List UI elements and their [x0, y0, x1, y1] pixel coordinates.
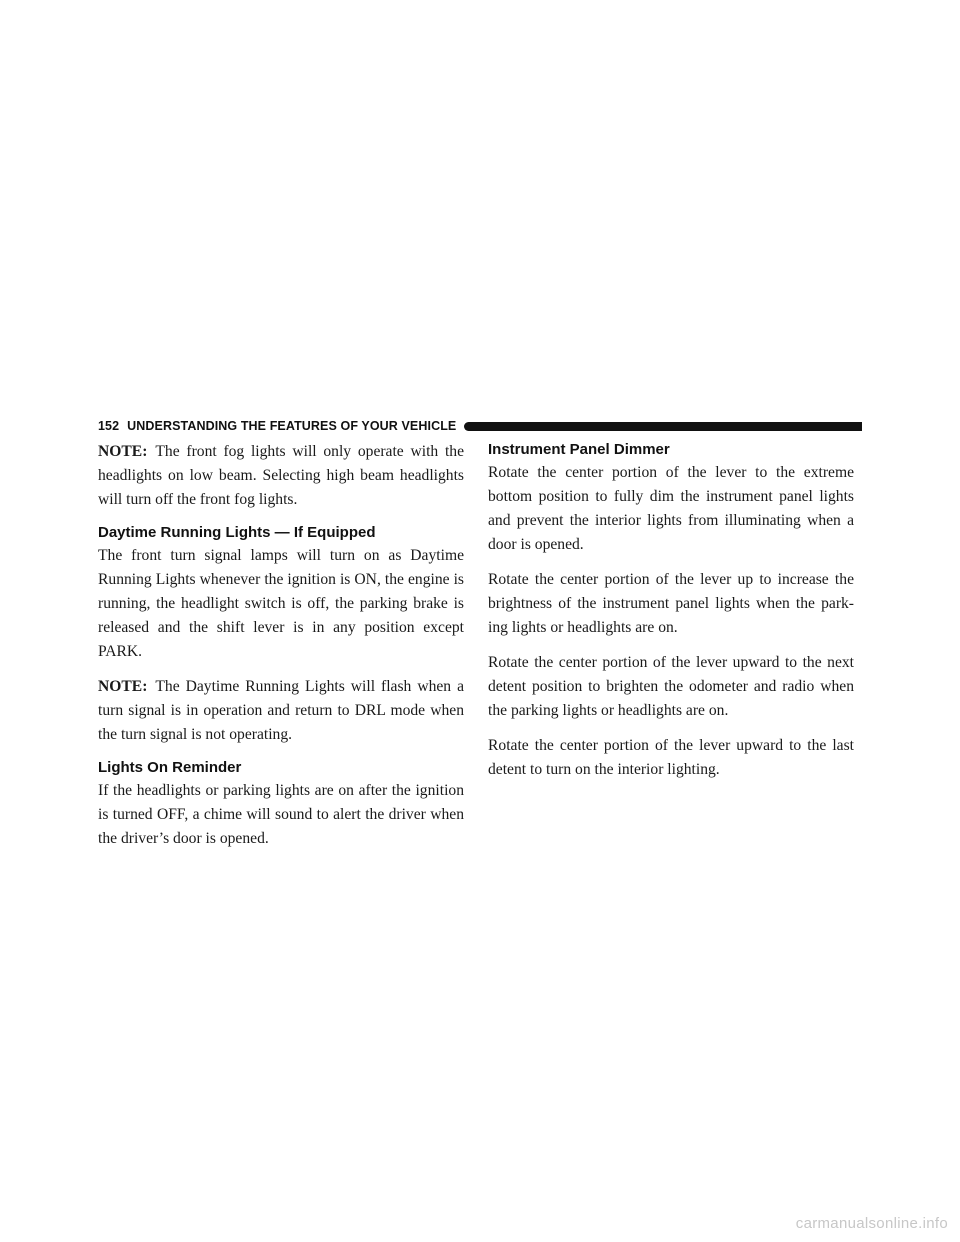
dimmer-paragraph-4: Rotate the center portion of the lever upward to the last detent to turn on the interior lighting. — [488, 737, 854, 778]
header-bar — [464, 422, 862, 431]
left-column — [98, 440, 464, 862]
note-fog-lights — [98, 440, 464, 512]
reminder-paragraph: If the headlights or parking lights are on after the ignition is turned OFF, a chime will sound to alert the driver when the driver’s door is opened. — [98, 782, 464, 847]
dimmer-paragraph-1: Rotate the center portion of the lever to the extreme bottom position to fully dim the instrument panel lights and prevent the interior lights from illuminating when a door is opened. — [488, 464, 854, 553]
page-number: 152 — [98, 419, 120, 433]
note-text: The Daytime Running Lights will flash when a turn signal is in operation and return to DRL mode when the turn signal is not operating. — [98, 678, 464, 743]
chapter-title: UNDERSTANDING THE FEATURES OF YOUR VEHICLE — [127, 419, 457, 433]
heading-instrument-panel-dimmer: Instrument Panel Dimmer — [488, 441, 670, 458]
note-drl-flash — [98, 675, 464, 747]
heading-lights-on-reminder: Lights On Reminder — [98, 759, 242, 776]
note-label: NOTE: — [98, 678, 148, 695]
watermark: carmanualsonline.info — [795, 1215, 948, 1232]
heading-daytime-running-lights: Daytime Running Lights — If Equipped — [98, 524, 376, 541]
page-header — [98, 417, 862, 435]
note-text: The front fog lights will only operate with the headlights on low beam. Selecting high beam headlights will turn off the front fog lights. — [98, 443, 464, 508]
drl-paragraph: The front turn signal lamps will turn on as Daytime Running Lights whenever the ignition is ON, the engine is running, the headlight switch is off, the parking brake is released and the shift lever is in any position except PARK. — [98, 547, 464, 660]
dimmer-paragraph-3: Rotate the center portion of the lever upward to the next detent position to brighten the odometer and radio when the parking lights or headlights are on. — [488, 654, 854, 719]
dimmer-paragraph-2: Rotate the center portion of the lever up to increase the brightness of the instrument panel lights when the park-ing lights or headlights are on. — [488, 571, 854, 636]
header-text — [98, 419, 456, 433]
note-label: NOTE: — [98, 443, 148, 460]
right-column — [488, 440, 854, 793]
